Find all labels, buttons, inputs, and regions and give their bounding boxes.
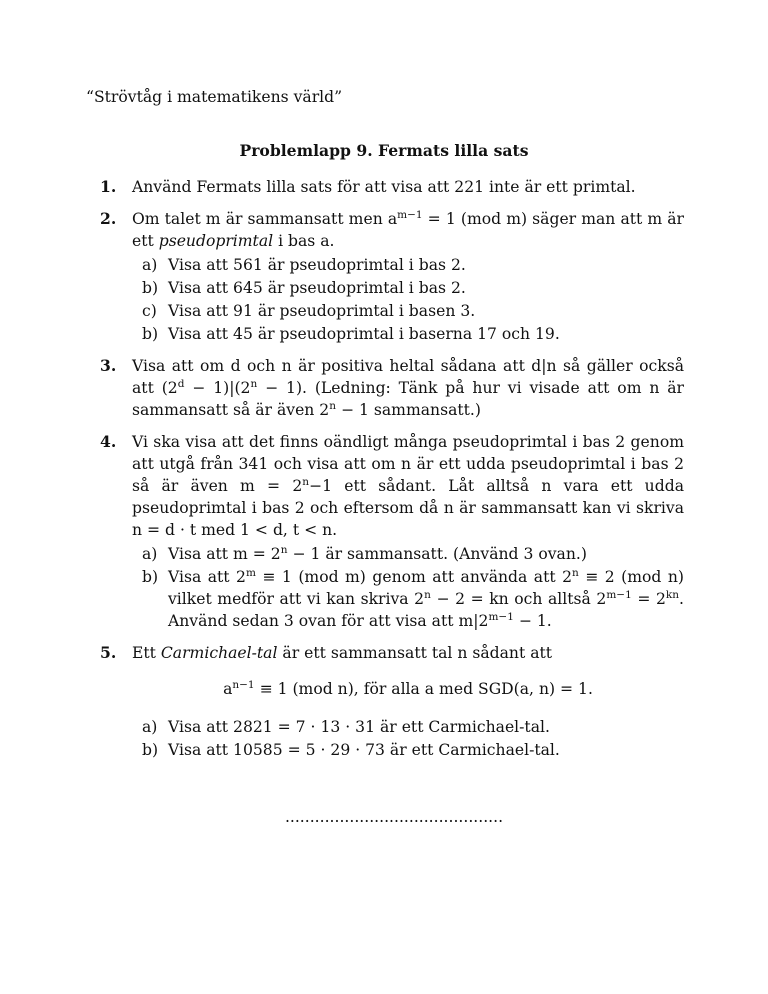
problem-2 xyxy=(100,208,684,345)
problem-number: 5. xyxy=(100,643,117,662)
problem-text: Använd Fermats lilla sats för att visa att 221 inte är ett primtal. xyxy=(132,178,636,196)
problem-text: Visa att om d och n är positiva heltal sådana att d|n så gäller också att $(2^d - 1)|(2^n - 1)$. (Ledning: Tänk på hur vi visade att om n är sammansatt så är även $2^n - 1$ sammansatt.) xyxy=(132,357,684,419)
problem-5 xyxy=(100,642,684,761)
subproblem: c) Visa att 91 är pseudoprimtal i basen 3. xyxy=(142,302,476,320)
problem-text: Ett Carmichael-tal är ett sammansatt tal n sådant att xyxy=(132,644,553,662)
problem-number: 4. xyxy=(100,432,117,451)
problem-4 xyxy=(100,431,684,632)
subproblem: a) Visa att 2821 = 7 · 13 · 31 är ett Carmichael-tal. xyxy=(142,718,550,736)
subproblem-list xyxy=(132,716,684,761)
problem-list xyxy=(100,176,684,771)
problem-3 xyxy=(100,355,684,421)
course-header: “Strövtåg i matematikens värld” xyxy=(86,88,343,106)
subproblem: b) Visa att 45 är pseudoprimtal i baserna 17 och 19. xyxy=(142,325,560,343)
display-formula: $a^{n-1} \equiv 1$ (mod n), för alla a med SGD(a, n) = 1. xyxy=(223,679,593,698)
footer-dots: ............................................ xyxy=(284,808,504,826)
subproblem: a) Visa att $m = 2^n - 1$ är sammansatt. (Använd 3 ovan.) xyxy=(142,544,587,563)
subproblem: b) Visa att $2^m \equiv 1$ (mod m) genom att använda att $2^n \equiv 2$ (mod n) vilket medför att vi kan skriva $2^n - 2$ = kn och alltså $2^{m-1} = 2^{kn}$. Använd sedan 3 ovan för att visa att $m|2^{m-1} - 1$. xyxy=(142,567,685,630)
subproblem: b) Visa att 645 är pseudoprimtal i bas 2. xyxy=(142,279,466,297)
problem-text: Om talet m är sammansatt men $a^{m-1} = 1$ (mod m) säger man att m är ett pseudoprimtal i bas a. xyxy=(132,209,685,250)
problem-1 xyxy=(100,176,684,198)
subproblem: b) Visa att 10585 = 5 · 29 · 73 är ett Carmichael-tal. xyxy=(142,741,560,759)
page-title: Problemlapp 9. Fermats lilla sats xyxy=(239,141,529,160)
subproblem: a) Visa att 561 är pseudoprimtal i bas 2. xyxy=(142,256,466,274)
problem-number: 1. xyxy=(100,177,117,196)
problem-number: 3. xyxy=(100,356,117,375)
problem-text: Vi ska visa att det finns oändligt många pseudoprimtal i bas 2 genom att utgå från 341 och visa att om n är ett udda pseudoprimtal i bas 2 så är även $m = 2^n-1$ ett sådant. Låt alltså n vara ett udda pseudoprimtal i bas 2 och eftersom då n är sammansatt kan vi skriva n = d · t med 1 < d, t < n. xyxy=(132,433,684,539)
problem-number: 2. xyxy=(100,209,117,228)
subproblem-list xyxy=(132,543,684,632)
subproblem-list xyxy=(132,254,684,345)
